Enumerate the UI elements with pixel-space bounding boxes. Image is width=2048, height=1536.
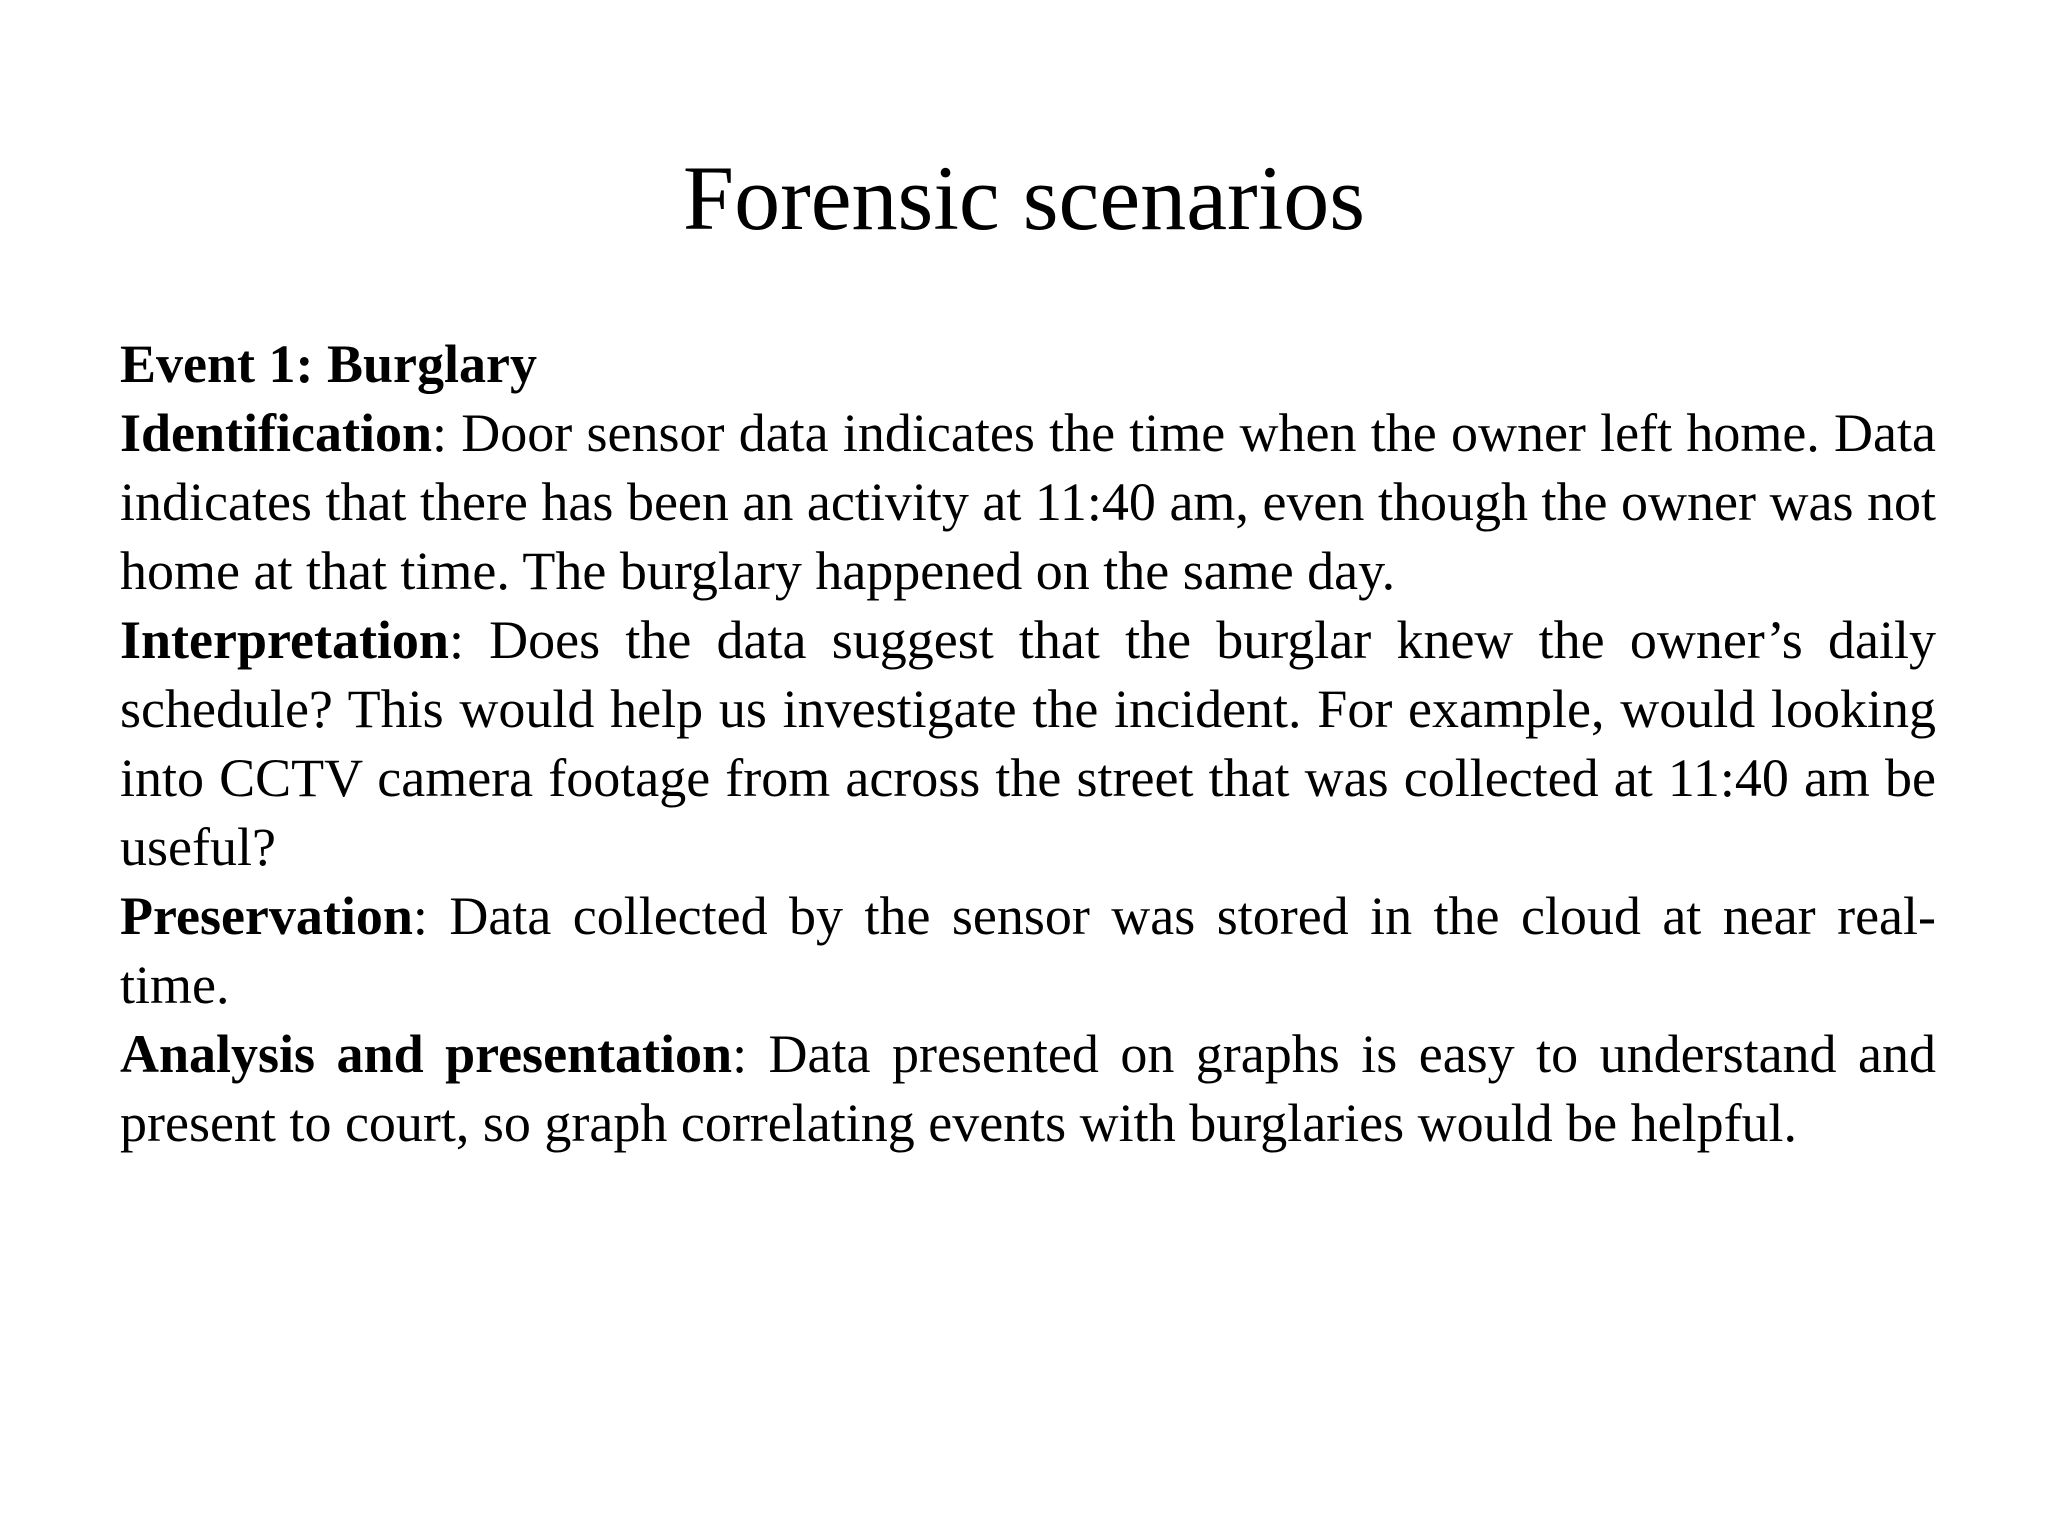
section-term: Identification [120, 403, 433, 463]
section-preservation [120, 882, 1936, 1020]
section-text: : Door sensor data indicates the time when the owner left home. Data indicates that there has been an activity at 11:40 am, even though the owner was not home at that time. The burglary happened on the same day. [120, 403, 1936, 601]
section-text: : Does the data suggest that the burglar knew the owner’s daily schedule? This would help us investigate the incident. For example, would looking into CCTV camera footage from across the street that was collected at 11:40 am be useful? [120, 610, 1936, 877]
slide-title: Forensic scenarios [682, 147, 1366, 249]
section-analysis [120, 1020, 1936, 1158]
section-term: Analysis and presentation [120, 1024, 733, 1084]
section-identification [120, 399, 1936, 606]
section-interpretation [120, 606, 1936, 882]
section-text: : Data collected by the sensor was stored in the cloud at near real-time. [120, 886, 1936, 1015]
section-term: Interpretation [120, 610, 449, 670]
slide-body [120, 330, 1936, 1158]
section-term: Preservation [120, 886, 413, 946]
event-heading: Event 1: Burglary [120, 334, 537, 394]
section-text: : Data presented on graphs is easy to understand and present to court, so graph correlating events with burglaries would be helpful. [120, 1024, 1936, 1153]
